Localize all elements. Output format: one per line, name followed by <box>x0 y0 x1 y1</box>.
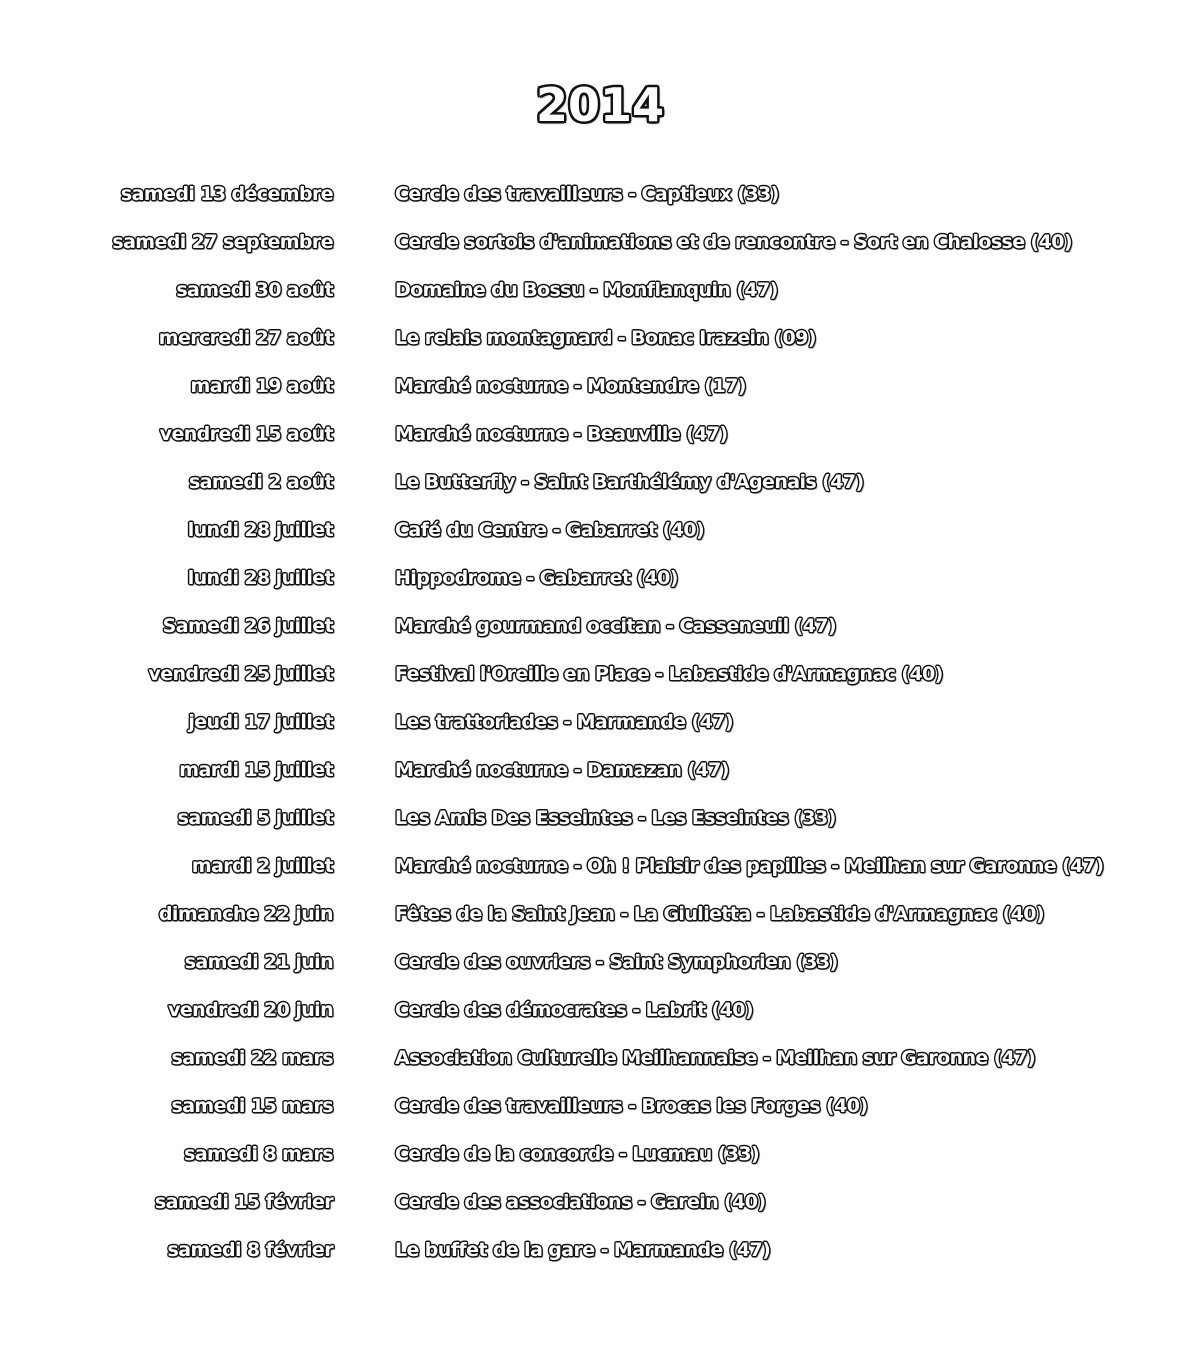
event-venue: Marché nocturne - Beauville (47) <box>395 423 728 445</box>
event-row <box>0 986 1200 1034</box>
event-venue: Cercle des ouvriers - Saint Symphorien (33) <box>395 951 838 973</box>
event-venue: Les Amis Des Esseintes - Les Esseintes (33) <box>395 807 836 829</box>
event-date: mercredi 27 août <box>158 327 333 349</box>
event-row <box>0 266 1200 314</box>
event-venue: Hippodrome - Gabarret (40) <box>395 567 678 589</box>
event-venue: Marché nocturne - Montendre (17) <box>395 375 746 397</box>
event-venue: Marché gourmand occitan - Casseneuil (47) <box>395 615 836 637</box>
event-date: samedi 2 août <box>188 471 333 493</box>
event-date: vendredi 25 juillet <box>148 663 333 685</box>
event-date: samedi 5 juillet <box>177 807 333 829</box>
event-date: lundi 28 juillet <box>187 567 333 589</box>
event-date: samedi 30 août <box>176 279 333 301</box>
event-row <box>0 506 1200 554</box>
event-row <box>0 1034 1200 1082</box>
event-venue: Le relais montagnard - Bonac Irazein (09) <box>395 327 816 349</box>
event-row <box>0 1082 1200 1130</box>
event-venue: Le Butterfly - Saint Barthélémy d'Agenais (47) <box>395 471 864 493</box>
event-date: lundi 28 juillet <box>187 519 333 541</box>
event-row <box>0 890 1200 938</box>
event-row <box>0 938 1200 986</box>
event-date: samedi 21 juin <box>184 951 333 973</box>
event-date: samedi 8 février <box>167 1239 333 1261</box>
event-venue: Marché nocturne - Oh ! Plaisir des papilles - Meilhan sur Garonne (47) <box>395 855 1104 877</box>
event-row <box>0 170 1200 218</box>
event-venue: Domaine du Bossu - Monflanquin (47) <box>395 279 778 301</box>
event-venue: Cercle des travailleurs - Captieux (33) <box>395 183 779 205</box>
event-venue: Association Culturelle Meilhannaise - Meilhan sur Garonne (47) <box>395 1047 1036 1069</box>
event-row <box>0 410 1200 458</box>
event-row <box>0 602 1200 650</box>
event-row <box>0 554 1200 602</box>
events-list <box>0 170 1200 1274</box>
event-venue: Café du Centre - Gabarret (40) <box>395 519 705 541</box>
event-date: vendredi 15 août <box>159 423 333 445</box>
event-date: samedi 8 mars <box>184 1143 333 1165</box>
event-venue: Le buffet de la gare - Marmande (47) <box>395 1239 771 1261</box>
event-date: samedi 15 mars <box>171 1095 333 1117</box>
event-row <box>0 1178 1200 1226</box>
event-venue: Les trattoriades - Marmande (47) <box>395 711 733 733</box>
event-date: dimanche 22 juin <box>158 903 333 925</box>
event-row <box>0 698 1200 746</box>
event-venue: Cercle des démocrates - Labrit (40) <box>395 999 753 1021</box>
event-row <box>0 842 1200 890</box>
event-venue: Cercle sortois d'animations et de rencontre - Sort en Chalosse (40) <box>395 231 1072 253</box>
event-row <box>0 314 1200 362</box>
event-row <box>0 362 1200 410</box>
event-venue: Cercle des travailleurs - Brocas les Forges (40) <box>395 1095 868 1117</box>
event-date: vendredi 20 juin <box>168 999 333 1021</box>
event-date: samedi 13 décembre <box>120 183 333 205</box>
event-date: samedi 27 septembre <box>112 231 333 253</box>
event-date: jeudi 17 juillet <box>188 711 333 733</box>
event-row <box>0 458 1200 506</box>
event-date: Samedi 26 juillet <box>162 615 333 637</box>
event-date: samedi 15 février <box>154 1191 333 1213</box>
event-venue: Cercle de la concorde - Lucmau (33) <box>395 1143 760 1165</box>
event-venue: Fêtes de la Saint Jean - La Giulietta - Labastide d'Armagnac (40) <box>395 903 1044 925</box>
event-row <box>0 218 1200 266</box>
event-row <box>0 1130 1200 1178</box>
event-venue: Festival l'Oreille en Place - Labastide d'Armagnac (40) <box>395 663 943 685</box>
event-row <box>0 746 1200 794</box>
event-row <box>0 1226 1200 1274</box>
event-date: samedi 22 mars <box>171 1047 333 1069</box>
event-date: mardi 2 juillet <box>191 855 333 877</box>
event-row <box>0 650 1200 698</box>
event-date: mardi 15 juillet <box>179 759 333 781</box>
page-title: 2014 <box>535 77 665 132</box>
event-venue: Cercle des associations - Garein (40) <box>395 1191 766 1213</box>
event-date: mardi 19 août <box>190 375 333 397</box>
event-row <box>0 794 1200 842</box>
event-venue: Marché nocturne - Damazan (47) <box>395 759 729 781</box>
